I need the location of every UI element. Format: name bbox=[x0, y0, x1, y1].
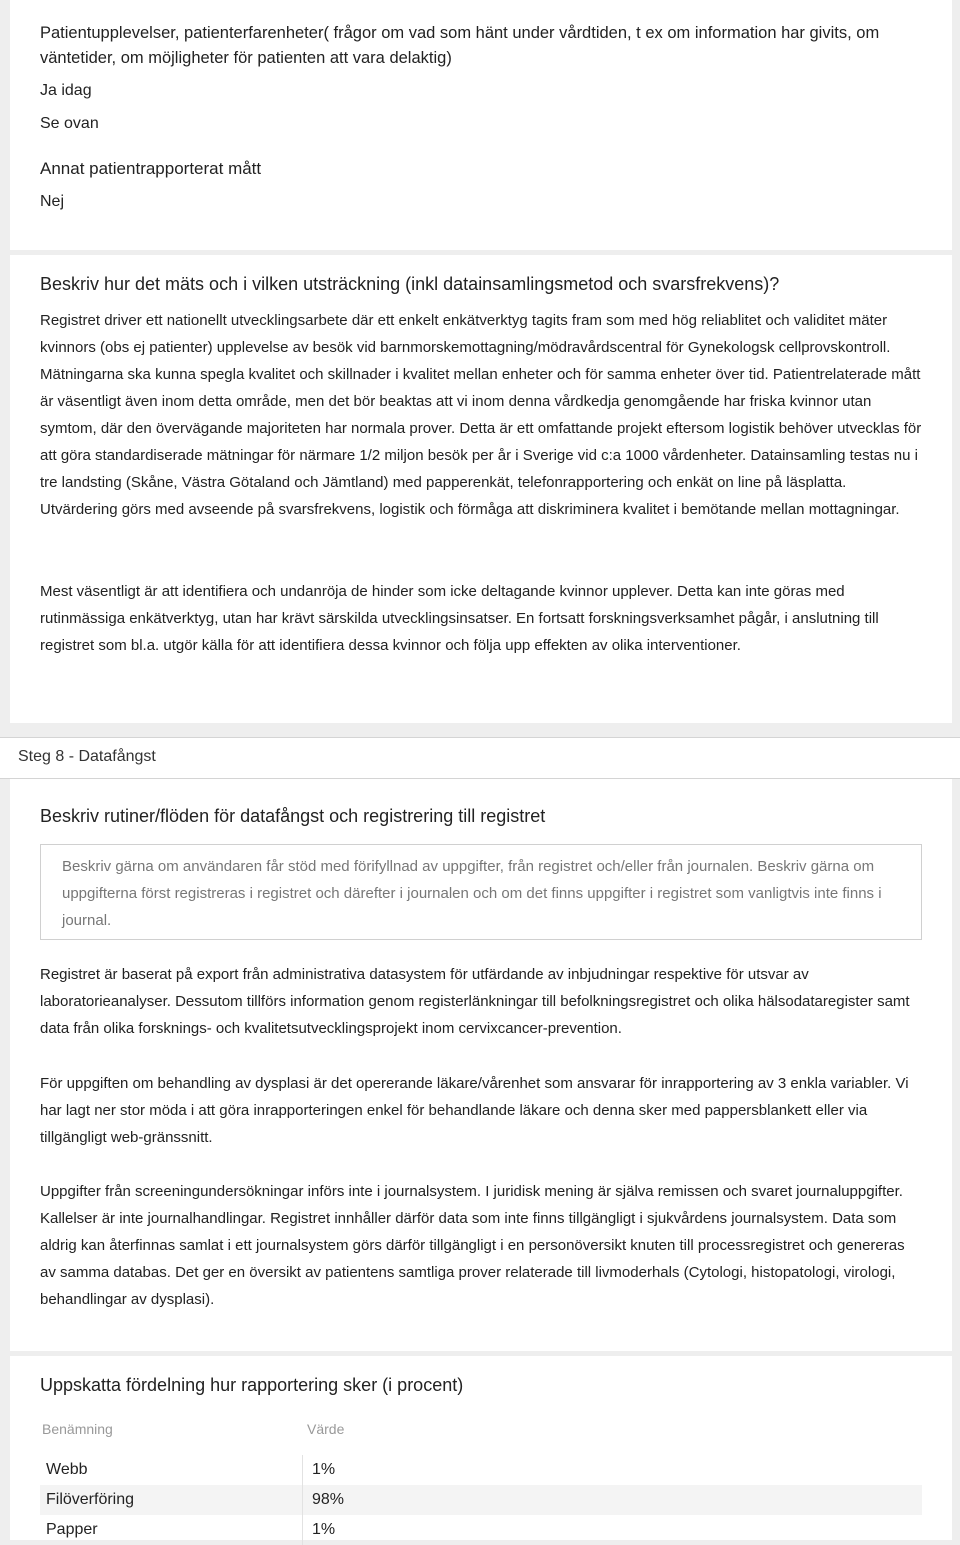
table-row bbox=[40, 1455, 922, 1485]
paragraph-capture-1: Registret är baserat på export från administrativa datasystem för utfärdande av inbjudningar respektive för utsvar av laboratorieanalyser. Dessutom tillförs information genom registerlänkningar till befolkningsregistret och olika hälsodataregister samt data från olika forsknings- och kvalitetsutvecklingsprojekt inom cervixcancer-prevention. bbox=[40, 966, 910, 1037]
row-value: 98% bbox=[312, 1491, 345, 1508]
paragraph-measurement-1: Registret driver ett nationellt utvecklingsarbete där ett enkelt enkätverktyg tagits fram som med hög reliablitet och validitet mäter kvinnors (obs ej patienter) upplevelse av besök vid barnmorskemottagning/mödravårdscentral för Gynekologsk cellprovskontroll. Mätningarna ska kunna spegla kvalitet och skillnader i kvalitet mellan enheter och för samma enheter över tid. Patientrelaterade mått är väsentligt även inom detta område, men det bör beaktas att vi inom denna vårdkedja genomgående har friska kvinnor utan symtom, där den övervägande majoriteten har normala prover. Detta är ett omfattande projekt eftersom logistik behöver utvecklas för att göra standardiserade mätningar för närmare 1/2 miljon besök per år i Sverige vid c:a 1000 vårdenheter. Datainsamling testas nu i tre landsting (Skåne, Västra Götaland och Jämtland) med papperenkät, telefonrapportering och enkät on line på läsplatta. Utvärdering görs med avseende på svarsfrekvens, logistik och förmåga att diskriminera kvalitet i bemötande mellan mottagningar. bbox=[40, 312, 922, 518]
cell-divider bbox=[302, 1515, 303, 1545]
row-value: 1% bbox=[312, 1521, 336, 1538]
paragraph-measurement-2: Mest väsentligt är att identifiera och undanröja de hinder som icke deltagande kvinnor upplever. Detta kan inte göras med rutinmässiga enkätverktyg, utan har krävt särskilda utvecklingsinsatser. En fortsatt forskningsverksamhet pågår, i anslutning till registret som bl.a. utgör källa för att identifiera dessa kvinnor och följa upp effekten av olika interventioner. bbox=[40, 583, 879, 654]
question-patient-experience: Patientupplevelser, patienterfarenheter( frågor om vad som hänt under vårdtiden, t ex om information har givits, om väntetider, om möjligheter för patienten att vara delaktig) bbox=[40, 24, 880, 67]
answer-ja-idag: Ja idag bbox=[40, 82, 92, 99]
row-value: 1% bbox=[312, 1461, 336, 1478]
table-row bbox=[40, 1515, 922, 1545]
distribution-table bbox=[40, 1455, 922, 1545]
paragraph-capture-2: För uppgiften om behandling av dysplasi är det opererande läkare/vårenhet som ansvarar för inrapportering av 3 enkla variabler. Vi har lagt ner stor möda i att göra inrapporteringen enkel för behandlande läkare och denna sker med pappersblankett eller via tillgängligt web-gränssnitt. bbox=[40, 1075, 909, 1146]
cell-divider bbox=[302, 1455, 303, 1485]
step-label: Steg 8 - Datafångst bbox=[18, 748, 156, 765]
hint-box bbox=[40, 844, 922, 940]
label-other-measure: Annat patientrapporterat mått bbox=[40, 159, 262, 178]
heading-distribution: Uppskatta fördelning hur rapportering sker (i procent) bbox=[40, 1375, 464, 1395]
answer-nej: Nej bbox=[40, 193, 65, 210]
table-row bbox=[40, 1485, 922, 1515]
heading-measurement: Beskriv hur det mäts och i vilken utsträckning (inkl datainsamlingsmetod och svarsfrekvens)? bbox=[40, 274, 780, 294]
column-header-value: Värde bbox=[307, 1421, 345, 1437]
row-name: Filöverföring bbox=[46, 1491, 135, 1508]
row-name: Papper bbox=[46, 1521, 98, 1538]
step-header bbox=[0, 737, 960, 779]
answer-se-ovan: Se ovan bbox=[40, 115, 99, 132]
cell-divider bbox=[302, 1485, 303, 1515]
paragraph-capture-3: Uppgifter från screeningundersökningar införs inte i journalsystem. I juridisk mening är själva remissen och svaret journaluppgifter. Kallelser är inte journalhandlingar. Registret innhåller därför data som inte finns tillgängligt i sjukvårdens journalsystem. Data som aldrig kan återfinnas samlat i ett journalsystem görs därför tillgängligt i en personöversikt knuten till processregistret och genereras av samma databas. Det ger en översikt av patientens samtliga prover relaterade till livmoderhals (Cytologi, histopatologi, virologi, behandlingar av dysplasi). bbox=[40, 1183, 905, 1308]
heading-data-capture: Beskriv rutiner/flöden för datafångst och registrering till registret bbox=[40, 806, 546, 826]
row-name: Webb bbox=[46, 1461, 88, 1478]
hint-text: Beskriv gärna om användaren får stöd med förifyllnad av uppgifter, från registret och/eller från journalen. Beskriv gärna om uppgifterna först registreras i registret och därefter i journalen och om det finns uppgifter i registret som vanligtvis inte finns i journal. bbox=[62, 858, 882, 929]
column-header-name: Benämning bbox=[42, 1421, 113, 1437]
